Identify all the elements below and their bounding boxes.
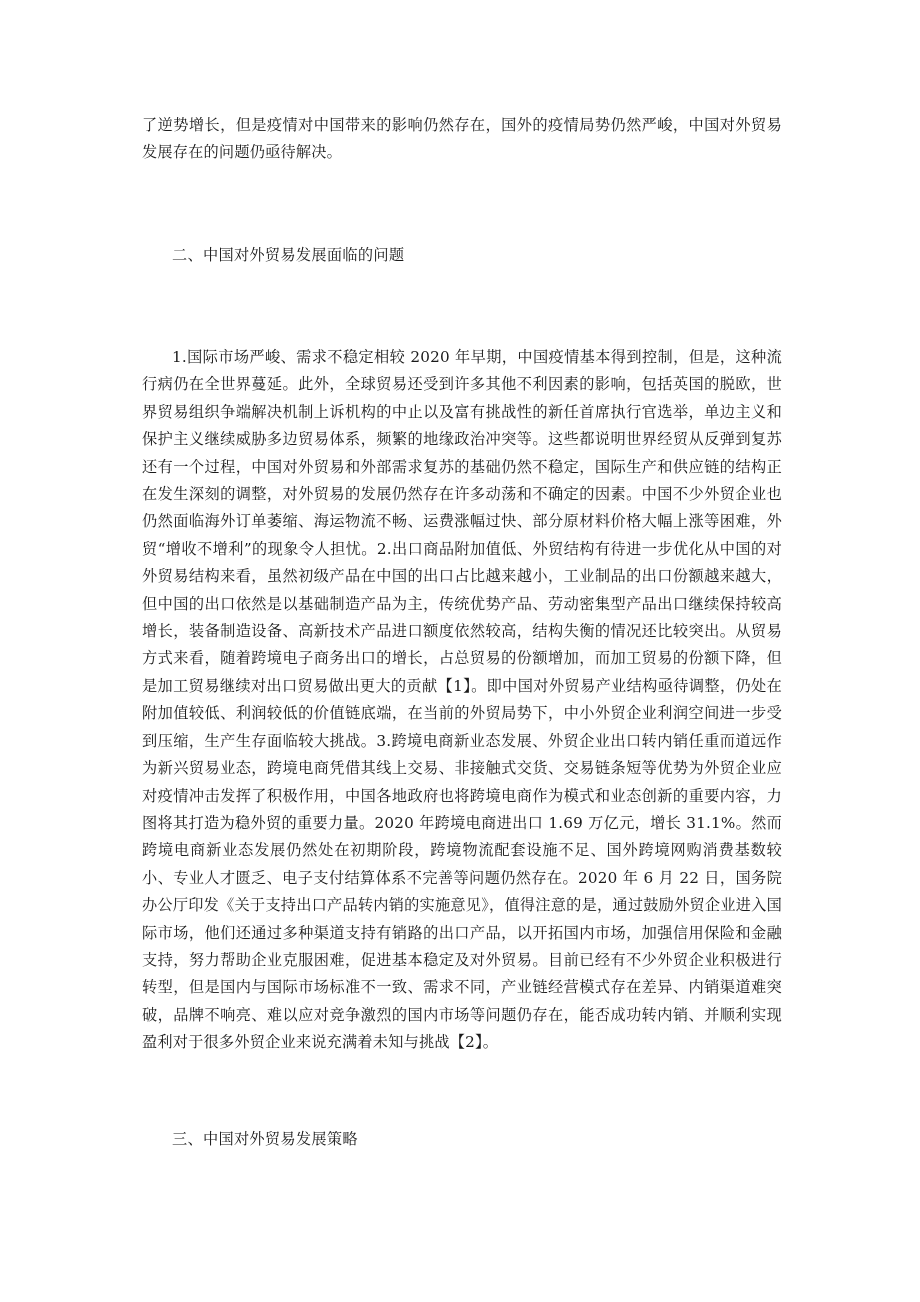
section-2-heading: 二、中国对外贸易发展面临的问题 xyxy=(172,246,405,264)
section-3-heading: 三、中国对外贸易发展策略 xyxy=(172,1130,358,1148)
intro-paragraph: 了逆势增长，但是疫情对中国带来的影响仍然存在，国外的疫情局势仍然严峻，中国对外贸易发展存在的问题仍亟待解决。 xyxy=(142,116,782,162)
section-2-body-paragraph: 1.国际市场严峻、需求不稳定相较 2020 年早期，中国疫情基本得到控制，但是，这种流行病仍在全世界蔓延。此外，全球贸易还受到许多其他不利因素的影响，包括英国的脱欧，世界贸易组织争端解决机制上诉机构的中止以及富有挑战性的新任首席执行官选举，单边主义和保护主义继续威胁多边贸易体系，频繁的地缘政治冲突等。这些都说明世界经贸从反弹到复苏还有一个过程，中国对外贸易和外部需求复苏的基础仍然不稳定，国际生产和供应链的结构正在发生深刻的调整，对外贸易的发展仍然存在许多动荡和不确定的因素。中国不少外贸企业也仍然面临海外订单萎缩、海运物流不畅、运费涨幅过快、部分原材料价格大幅上涨等困难，外贸“增收不增利”的现象令人担忧。2.出口商品附加值低、外贸结构有待进一步优化从中国的对外贸易结构来看，虽然初级产品在中国的出口占比越来越小，工业制品的出口份额越来越大，但中国的出口依然是以基础制造产品为主，传统优势产品、劳动密集型产品出口继续保持较高增长，装备制造设备、高新技术产品进口额度依然较高，结构失衡的情况还比较突出。从贸易方式来看，随着跨境电子商务出口的增长，占总贸易的份额增加，而加工贸易的份额下降，但是加工贸易继续对出口贸易做出更大的贡献【1】。即中国对外贸易产业结构亟待调整，仍处在附加值较低、利润较低的价值链底端，在当前的外贸局势下，中小外贸企业利润空间进一步受到压缩，生产生存面临较大挑战。3.跨境电商新业态发展、外贸企业出口转内销任重而道远作为新兴贸易业态，跨境电商凭借其线上交易、非接触式交货、交易链条短等优势为外贸企业应对疫情冲击发挥了积极作用，中国各地政府也将跨境电商作为模式和业态创新的重要内容，力图将其打造为稳外贸的重要力量。2020 年跨境电商进出口 1.69 万亿元，增长 31.1%。然而跨境电商新业态发展仍然处在初期阶段，跨境物流配套设施不足、国外跨境网购消费基数较小、专业人才匮乏、电子支付结算体系不完善等问题仍然存在。2020 年 6 月 22 日，国务院办公厅印发《关于支持出口产品转内销的实施意见》，值得注意的是，通过鼓励外贸企业进入国际市场，他们还通过多种渠道支持有销路的出口产品，以开拓国内市场，加强信用保险和金融支持，努力帮助企业克服困难，促进基本稳定及对外贸易。目前已经有不少外贸企业积极进行转型，但是国内与国际市场标准不一致、需求不同，产业链经营模式存在差异、内销渠道难突破，品牌不响亮、难以应对竞争激烈的国内市场等问题仍存在，能否成功转内销、并顺利实现盈利对于很多外贸企业来说充满着未知与挑战【2】。 xyxy=(142,348,782,1052)
